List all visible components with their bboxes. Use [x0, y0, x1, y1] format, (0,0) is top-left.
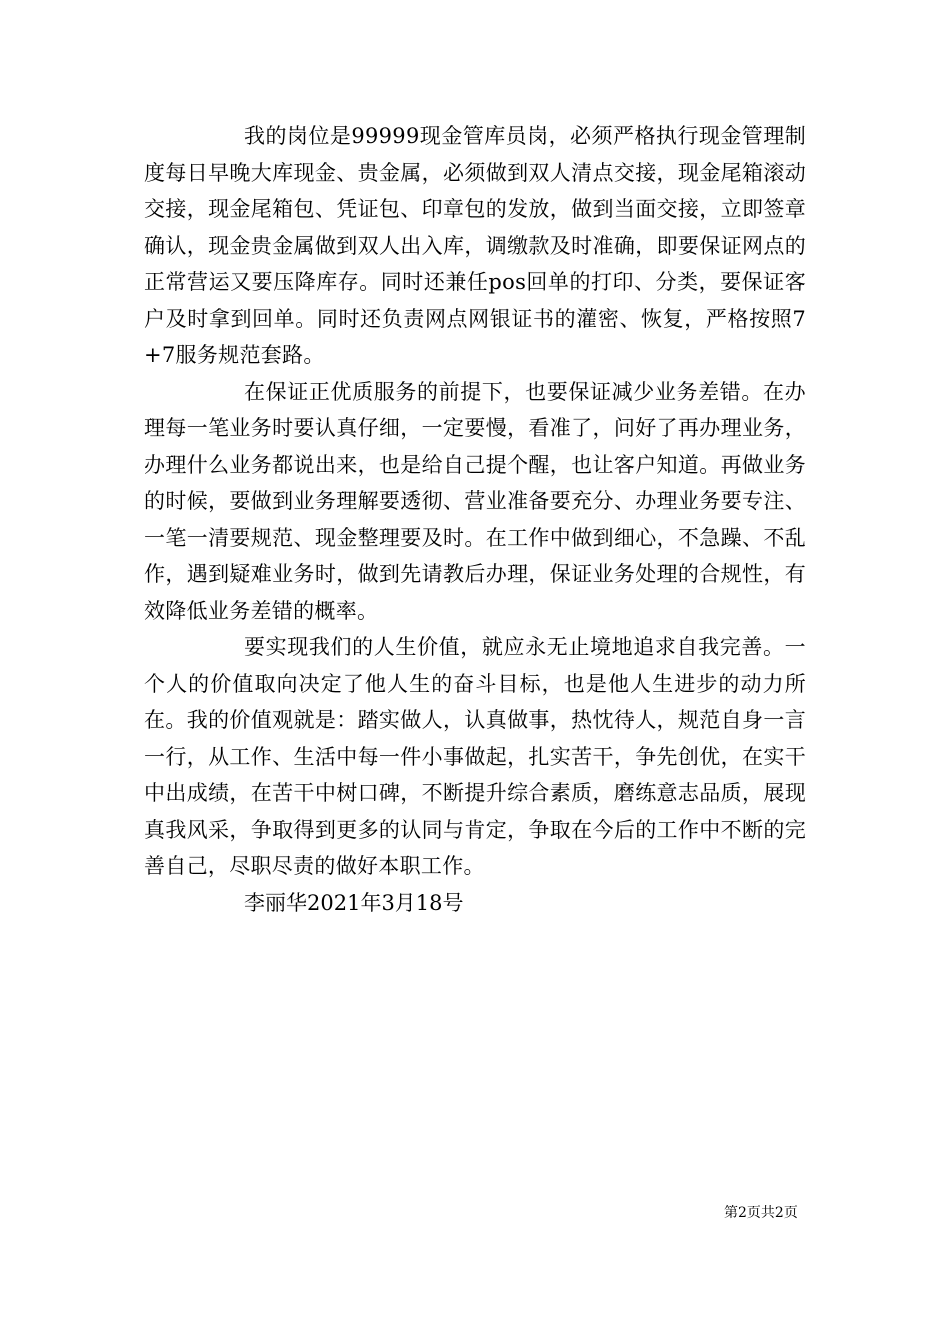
paragraph-job-duties: 我的岗位是99999现金管库员岗，必须严格执行现金管理制度每日早晚大库现金、贵金属，必须做到双人清点交接，现金尾箱滚动交接，现金尾箱包、凭证包、印章包的发放，做到当面交接，立即签章确认，现金贵金属做到双人出入库，调缴款及时准确，即要保证网点的正常营运又要压降库存。同时还兼任pos回单的打印、分类，要保证客户及时拿到回单。同时还负责网点网银证书的灌密、恢复，严格按照7+7服务规范套路。: [144, 124, 806, 367]
paragraph-values: 要实现我们的人生价值，就应永无止境地追求自我完善。一个人的价值取向决定了他人生的奋斗目标，也是他人生进步的动力所在。我的价值观就是：踏实做人，认真做事，热忱待人，规范自身一言一行，从工作、生活中每一件小事做起，扎实苦干，争先创优，在实干中出成绩，在苦干中树口碑，不断提升综合素质，磨练意志品质，展现真我风采，争取得到更多的认同与肯定，争取在今后的工作中不断的完善自己，尽职尽责的做好本职工作。: [144, 635, 806, 878]
page-number: 第2页共2页: [724, 1205, 798, 1221]
signature-date: 李丽华2021年3月18号: [244, 890, 464, 915]
paragraph-service-quality: 在保证正优质服务的前提下，也要保证减少业务差错。在办理每一笔业务时要认真仔细，一定要慢，看准了，问好了再办理业务，办理什么业务都说出来，也是给自己提个醒，也让客户知道。再做业务的时候，要做到业务理解要透彻、营业准备要充分、办理业务要专注、一笔一清要规范、现金整理要及时。在工作中做到细心，不急躁、不乱作，遇到疑难业务时，做到先请教后办理，保证业务处理的合规性，有效降低业务差错的概率。: [144, 379, 806, 623]
document-body: [144, 118, 806, 921]
